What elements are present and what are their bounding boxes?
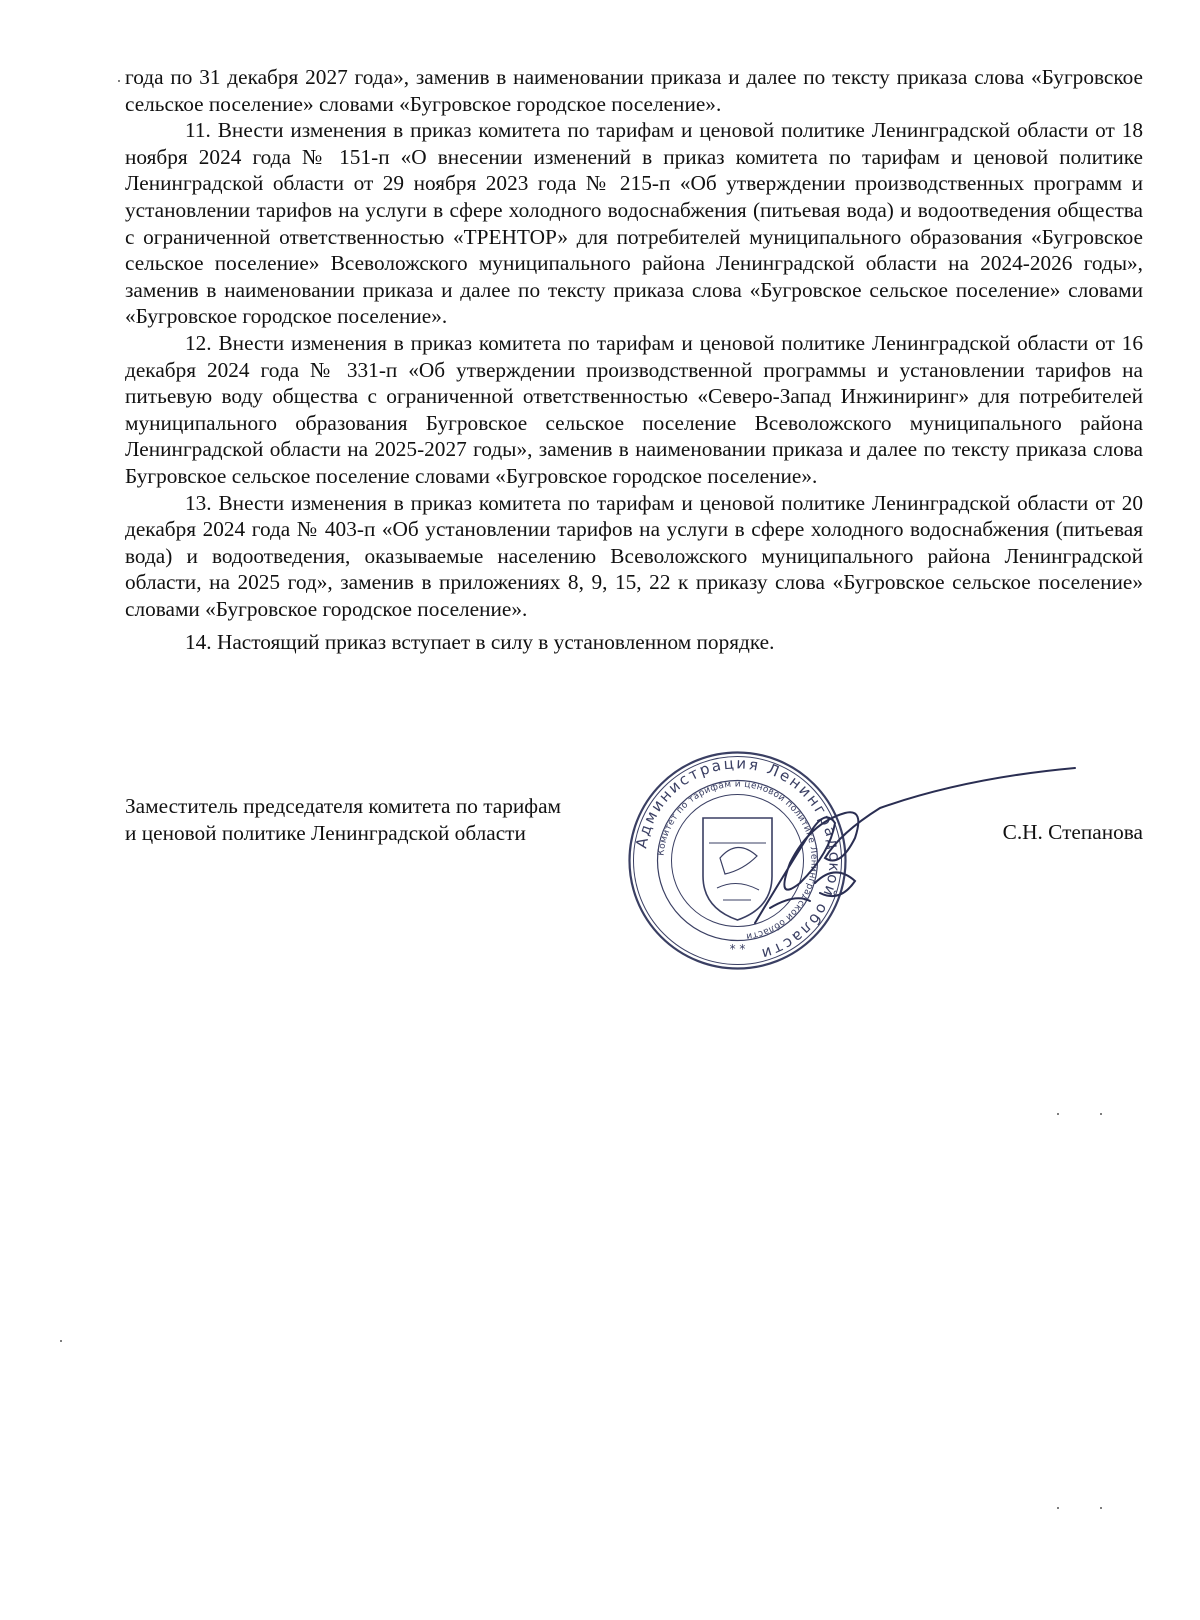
signer-title-line-2: и ценовой политике Ленинградской области bbox=[125, 820, 526, 845]
scan-speck bbox=[118, 80, 120, 82]
scan-speck bbox=[1100, 1113, 1102, 1115]
svg-text:* *: * * bbox=[729, 942, 746, 956]
signer-title-line-1: Заместитель председателя комитета по тарифам bbox=[125, 794, 561, 818]
scan-speck bbox=[1057, 1507, 1059, 1509]
seal-inner-text: Комитет по тарифам и ценовой политике Ленинградской области bbox=[656, 779, 819, 942]
paragraph-item-12: 12. Внести изменения в приказ комитета по тарифам и ценовой политике Ленинградской области от 16 декабря 2024 года № 331-п «Об утверждении производственной программы и установлении тарифов на питьевую воду общества с ограниченной ответственностью «Северо-Запад Инжиниринг» для потребителей муниципального образования Бугровское сельское поселение Всеволожского муниципального района Ленинградской области на 2025-2027 годы», заменив в наименовании приказа и далее по тексту приказа слова Бугровское сельское поселение словами «Бугровское городское поселение». bbox=[125, 330, 1143, 488]
signer-title bbox=[125, 793, 645, 846]
signature-block bbox=[125, 754, 1143, 993]
document-body bbox=[125, 64, 1143, 656]
scan-speck bbox=[1100, 1507, 1102, 1509]
paragraph-item-14: 14. Настоящий приказ вступает в силу в установленном порядке. bbox=[185, 630, 775, 655]
paragraph-item-13: 13. Внести изменения в приказ комитета по тарифам и ценовой политике Ленинградской области от 20 декабря 2024 года № 403-п «Об установлении тарифов на услуги в сфере холодного водоснабжения (питьевая вода) и водоотведения, оказываемые населению Всеволожского муниципального района Ленинградской области, на 2025 год», заменив в приложениях 8, 9, 15, 22 к приказу слова «Бугровское сельское поселение» словами «Бугровское городское поселение». bbox=[125, 490, 1143, 621]
paragraph-continuation: года по 31 декабря 2027 года», заменив в наименовании приказа и далее по тексту приказа слова «Бугровское сельское поселение» словами «Бугровское городское поселение». bbox=[125, 65, 1143, 116]
handwritten-signature-icon bbox=[715, 763, 1145, 943]
scan-speck bbox=[60, 1340, 62, 1342]
scan-speck bbox=[1057, 1113, 1059, 1115]
seal-outer-text: Администрация Ленинградской области bbox=[632, 754, 844, 964]
signer-name: С.Н. Степанова bbox=[1002, 820, 1143, 844]
paragraph-item-11: 11. Внести изменения в приказ комитета по тарифам и ценовой политике Ленинградской области от 18 ноября 2024 года № 151-п «О внесении изменений в приказ комитета по тарифам и ценовой политике Ленинградской области от 29 ноября 2023 года № 215-п «Об утверждении производственных программ и установлении тарифов на услуги в сфере холодного водоснабжения (питьевая вода) и водоотведения общества с ограниченной ответственностью «ТРЕНТОР» для потребителей муниципального образования «Бугровское сельское поселение» Всеволожского муниципального района Ленинградской области на 2024-2026 годы», заменив в наименовании приказа и далее по тексту приказа слова «Бугровское сельское поселение» словами «Бугровское городское поселение». bbox=[125, 118, 1143, 329]
